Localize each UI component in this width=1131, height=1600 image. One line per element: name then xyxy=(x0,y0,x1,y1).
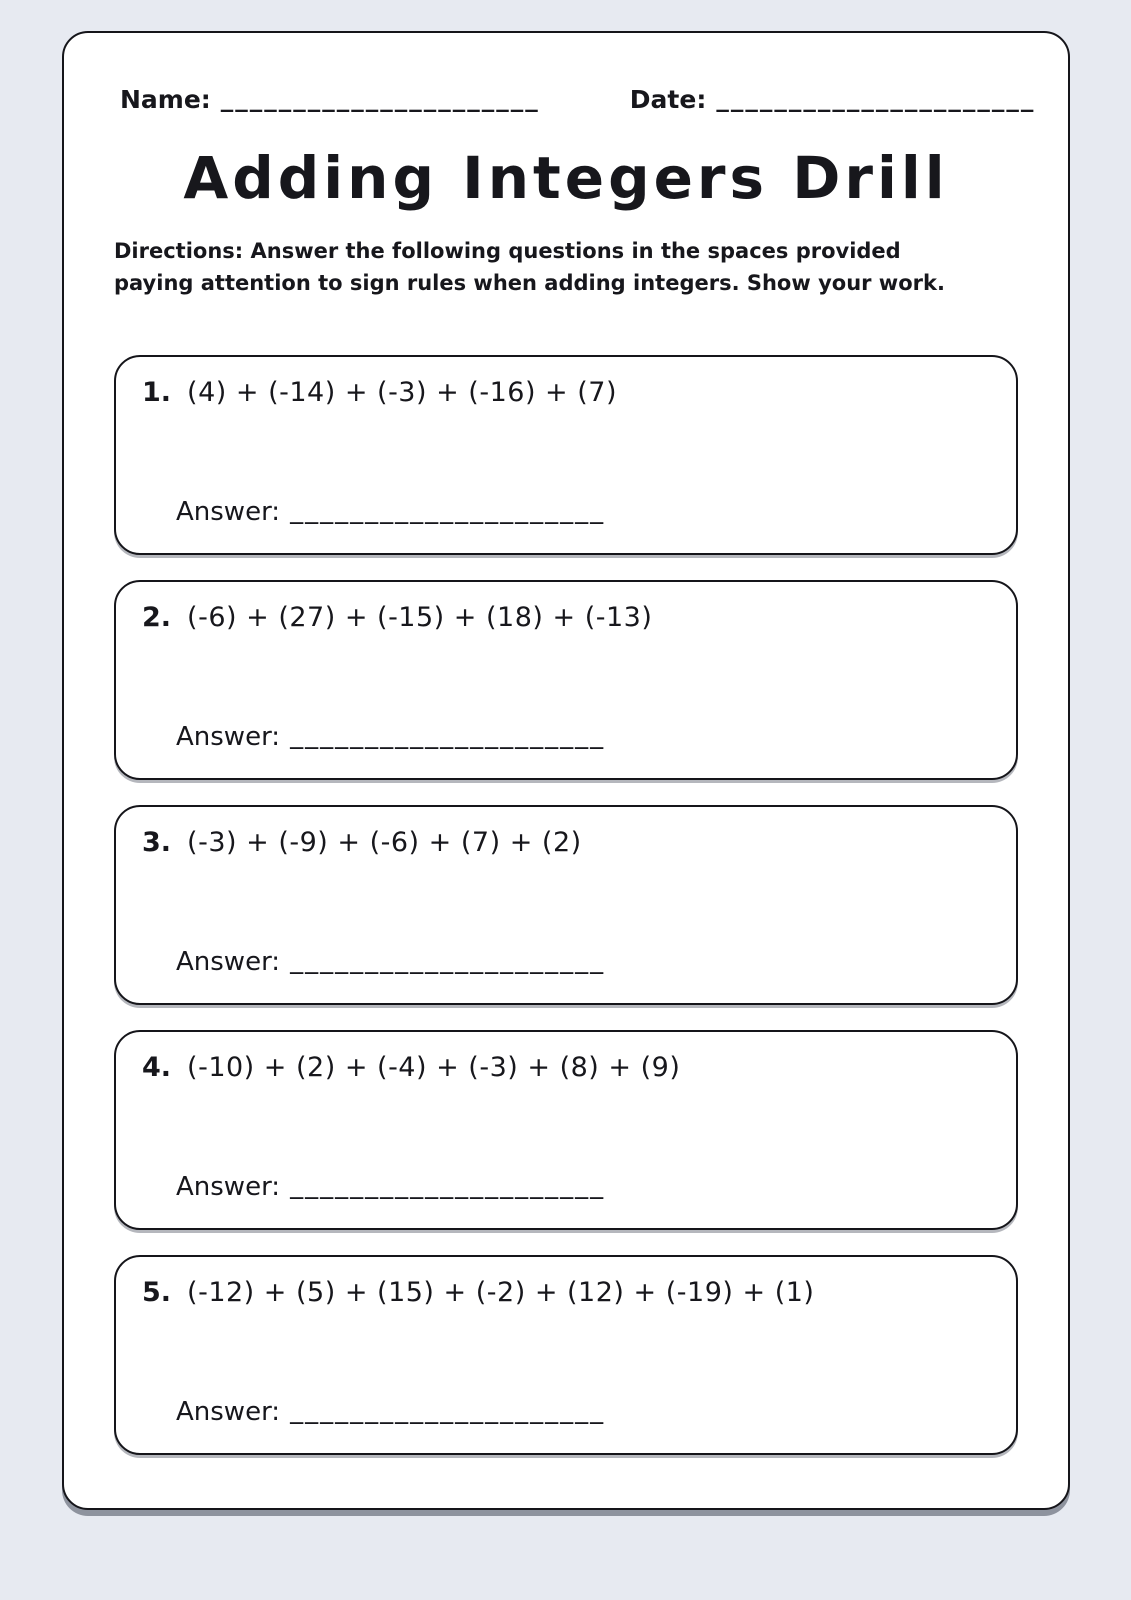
header-row xyxy=(120,83,1036,114)
answer-blank-line: _____________________ xyxy=(290,720,606,750)
page-title: Adding Integers Drill xyxy=(183,144,949,212)
question-expression: (-10) + (2) + (-4) + (-3) + (8) + (9) xyxy=(187,1052,681,1083)
question-expression: (-3) + (-9) + (-6) + (7) + (2) xyxy=(187,827,582,858)
question-row xyxy=(142,827,988,858)
answer-row xyxy=(176,1397,988,1427)
answer-blank-line: _____________________ xyxy=(290,1170,606,1200)
worksheet-page xyxy=(62,31,1070,1510)
name-field xyxy=(120,85,540,114)
name-blank-line: ______________________ xyxy=(220,83,540,112)
name-label: Name: xyxy=(120,85,211,114)
question-number: 1. xyxy=(142,377,172,408)
answer-label: Answer: xyxy=(176,722,281,752)
answer-label: Answer: xyxy=(176,947,281,977)
question-row xyxy=(142,602,988,633)
question-expression: (4) + (-14) + (-3) + (-16) + (7) xyxy=(187,377,618,408)
question-number: 2. xyxy=(142,602,172,633)
answer-blank-line: _____________________ xyxy=(290,495,606,525)
question-box-3 xyxy=(114,805,1018,1005)
question-number: 3. xyxy=(142,827,172,858)
question-expression: (-6) + (27) + (-15) + (18) + (-13) xyxy=(187,602,653,633)
question-expression: (-12) + (5) + (15) + (-2) + (12) + (-19) + (1) xyxy=(187,1277,815,1308)
date-blank-line: ______________________ xyxy=(716,83,1036,112)
directions-text: Directions: Answer the following questions in the spaces provided paying attention to sign rules when adding integers. Show your work. xyxy=(114,239,945,295)
question-box-5 xyxy=(114,1255,1018,1455)
question-number: 4. xyxy=(142,1052,172,1083)
answer-label: Answer: xyxy=(176,497,281,527)
question-row xyxy=(142,1052,988,1083)
question-box-2 xyxy=(114,580,1018,780)
answer-label: Answer: xyxy=(176,1172,281,1202)
answer-label: Answer: xyxy=(176,1397,281,1427)
answer-blank-line: _____________________ xyxy=(290,945,606,975)
answer-row xyxy=(176,1172,988,1202)
answer-row xyxy=(176,947,988,977)
question-box-1 xyxy=(114,355,1018,555)
answer-row xyxy=(176,722,988,752)
answer-blank-line: _____________________ xyxy=(290,1395,606,1425)
question-number: 5. xyxy=(142,1277,172,1308)
answer-row xyxy=(176,497,988,527)
question-box-4 xyxy=(114,1030,1018,1230)
question-row xyxy=(142,1277,988,1308)
question-row xyxy=(142,377,988,408)
date-field xyxy=(630,85,1036,114)
date-label: Date: xyxy=(629,85,707,114)
